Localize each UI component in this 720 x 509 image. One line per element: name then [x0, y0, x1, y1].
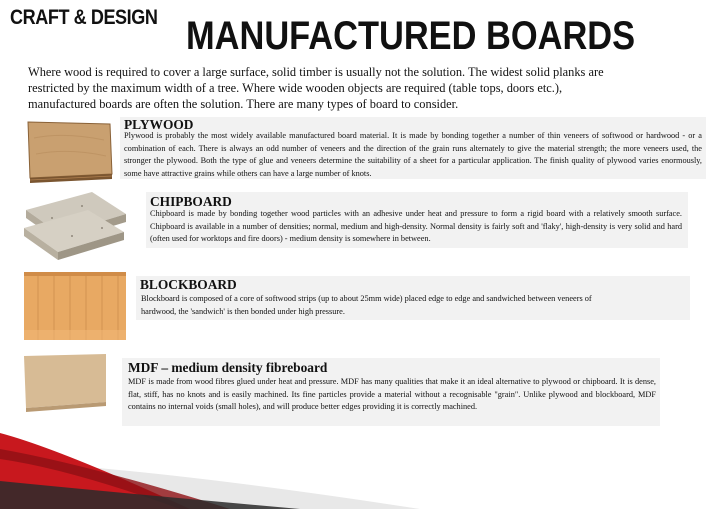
- decorative-swoosh: [0, 409, 720, 509]
- mdf-image: [22, 352, 108, 412]
- chipboard-image: [22, 188, 128, 262]
- intro-paragraph: Where wood is required to cover a large surface, solid timber is usually not the solution. The widest solid planks are restricted by the maximum width of a tree. Where wide wooden objects are required (table tops, doors etc.), manufactured boards are often the solution. There are many types of board to consider.: [28, 65, 604, 111]
- mdf-title: MDF – medium density fibreboard: [128, 360, 328, 375]
- plywood-title: PLYWOOD: [124, 117, 194, 132]
- plywood-text: Plywood is probably the most widely available manufactured board material. It is made by bonding together a number of thin veneers of softwood or hardwood - or a combination of each. There is always an odd number of veneers and the direction of the grain runs alternately to give the material strength; the more veneers used, the stronger the plywood. Both the type of glue and veneers determine the suitability of a sheet for a particular application. The finish quality of plywood varies enormously, some have attractive grains while others can have a large number of knots.: [124, 131, 702, 178]
- blockboard-title: BLOCKBOARD: [140, 277, 237, 292]
- brand-logo: CRAFT & DESIGN: [10, 6, 158, 29]
- blockboard-image: [24, 272, 126, 340]
- chipboard-text: Chipboard is made by bonding together wood particles with an adhesive under heat and pressure to form a rigid board with a relatively smooth surface. Chipboard is available in a number of densities; normal, medium and high-density. Normal density is fairly soft and 'flaky', high-density is very solid and hard (often used for worktops and fire doors) - medium density is somewhere in between.: [150, 209, 682, 243]
- page-title: MANUFACTURED BOARDS: [186, 14, 636, 58]
- chipboard-title: CHIPBOARD: [150, 194, 232, 209]
- mdf-text: MDF is made from wood fibres glued under heat and pressure. MDF has many qualities that make it an ideal alternative to plywood or chipboard. It is dense, flat, stiff, has no knots and is easily machined. Its fine particles provide a material without a recognisable "grain". Unlike plywood and blockboard, MDF contains no internal voids (small holes), and will produce better edges providing it is correctly machined.: [128, 377, 656, 411]
- blockboard-text: Blockboard is composed of a core of softwood strips (up to about 25mm wide) placed edge to edge and sandwiched between veneers of hardwood, the 'sandwich' is then bonded under high pressure.: [141, 294, 592, 316]
- plywood-image: [24, 118, 116, 184]
